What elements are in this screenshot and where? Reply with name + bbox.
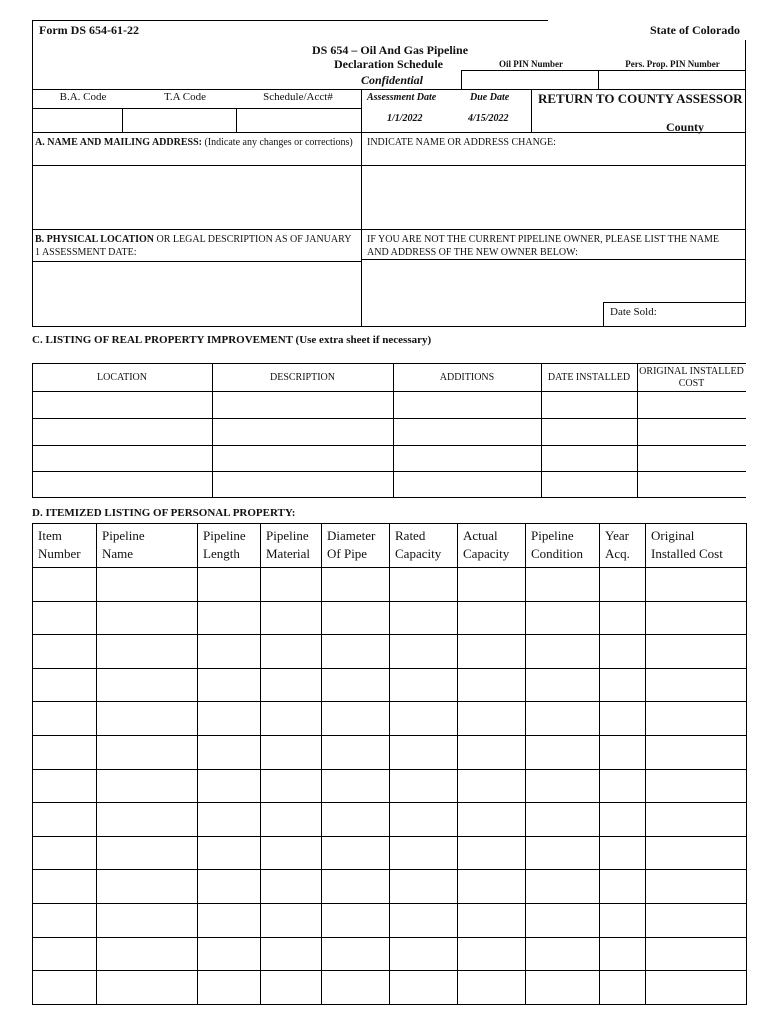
table-cell-input[interactable] [458, 702, 524, 734]
table-cell-input[interactable] [542, 419, 636, 444]
table-cell-input[interactable] [198, 904, 259, 936]
table-cell-input[interactable] [526, 971, 598, 1003]
table-cell-input[interactable] [33, 770, 95, 801]
table-cell-input[interactable] [458, 803, 524, 835]
table-cell-input[interactable] [526, 770, 598, 801]
table-cell-input[interactable] [526, 837, 598, 868]
table-cell-input[interactable] [646, 602, 745, 633]
schedule-acct-input[interactable] [237, 109, 360, 131]
due-date-value: 4/15/2022 [468, 113, 509, 124]
table-cell-input[interactable] [458, 736, 524, 768]
assessment-date-label: Assessment Date [367, 92, 437, 103]
table-cell-input[interactable] [198, 669, 259, 700]
table-cell-input[interactable] [198, 803, 259, 835]
column-header: Item Number [38, 528, 81, 561]
section-d-title: D. ITEMIZED LISTING OF PERSONAL PROPERTY: [32, 507, 296, 519]
table-cell-input[interactable] [458, 635, 524, 667]
table-cell-input[interactable] [526, 803, 598, 835]
ta-code-label: T.A Code [164, 91, 206, 103]
table-cell-input[interactable] [33, 392, 211, 417]
table-cell-input[interactable] [261, 803, 320, 835]
table-cell-input[interactable] [322, 736, 388, 768]
table-cell-input[interactable] [198, 568, 259, 600]
table-cell-input[interactable] [261, 568, 320, 600]
table-cell-input[interactable] [33, 702, 95, 734]
table-cell-input[interactable] [390, 635, 456, 667]
table-cell-input[interactable] [390, 568, 456, 600]
column-header: Actual Capacity [463, 528, 510, 561]
table-cell-input[interactable] [97, 702, 196, 734]
form-number: Form DS 654-61-22 [39, 23, 139, 37]
table-cell-input[interactable] [322, 803, 388, 835]
pers-prop-pin-label: Pers. Prop. PIN Number [625, 59, 720, 69]
table-cell-input[interactable] [646, 803, 745, 835]
table-cell-input[interactable] [542, 392, 636, 417]
table-cell-input[interactable] [261, 904, 320, 936]
table-cell-input[interactable] [458, 568, 524, 600]
address-change-input[interactable] [362, 166, 744, 228]
table-cell-input[interactable] [198, 870, 259, 902]
grid-line [746, 523, 747, 1005]
table-cell-input[interactable] [322, 568, 388, 600]
table-cell-input[interactable] [261, 837, 320, 868]
table-cell-input[interactable] [526, 904, 598, 936]
physical-location-input[interactable] [33, 262, 360, 325]
table-cell-input[interactable] [458, 669, 524, 700]
table-cell-input[interactable] [600, 669, 644, 700]
table-cell-input[interactable] [97, 669, 196, 700]
table-cell-input[interactable] [322, 837, 388, 868]
table-cell-input[interactable] [394, 392, 540, 417]
oil-pin-input[interactable] [462, 71, 597, 89]
table-cell-input[interactable] [600, 904, 644, 936]
table-cell-input[interactable] [33, 870, 95, 902]
table-cell-input[interactable] [646, 837, 745, 868]
table-cell-input[interactable] [97, 870, 196, 902]
table-cell-input[interactable] [638, 446, 745, 470]
table-cell-input[interactable] [600, 870, 644, 902]
table-cell-input[interactable] [97, 736, 196, 768]
table-cell-input[interactable] [646, 568, 745, 600]
table-cell-input[interactable] [526, 702, 598, 734]
column-header: ADDITIONS [439, 372, 495, 383]
table-cell-input[interactable] [198, 837, 259, 868]
table-cell-input[interactable] [600, 938, 644, 969]
pers-prop-pin-input[interactable] [599, 71, 744, 89]
table-cell-input[interactable] [97, 938, 196, 969]
table-cell-input[interactable] [33, 938, 95, 969]
table-cell-input[interactable] [390, 702, 456, 734]
column-header: Original Installed Cost [651, 528, 723, 561]
table-cell-input[interactable] [198, 736, 259, 768]
table-cell-input[interactable] [390, 736, 456, 768]
table-cell-input[interactable] [646, 702, 745, 734]
table-cell-input[interactable] [526, 736, 598, 768]
table-cell-input[interactable] [390, 971, 456, 1003]
table-cell-input[interactable] [458, 602, 524, 633]
table-cell-input[interactable] [322, 904, 388, 936]
table-cell-input[interactable] [33, 803, 95, 835]
table-cell-input[interactable] [33, 635, 95, 667]
table-cell-input[interactable] [33, 837, 95, 868]
table-cell-input[interactable] [261, 870, 320, 902]
table-cell-input[interactable] [526, 870, 598, 902]
column-header: DATE INSTALLED [547, 372, 631, 383]
table-cell-input[interactable] [458, 971, 524, 1003]
table-cell-input[interactable] [97, 803, 196, 835]
table-cell-input[interactable] [394, 446, 540, 470]
return-to-assessor: RETURN TO COUNTY ASSESSOR [538, 91, 743, 106]
table-cell-input[interactable] [97, 904, 196, 936]
table-cell-input[interactable] [322, 938, 388, 969]
table-cell-input[interactable] [322, 702, 388, 734]
table-cell-input[interactable] [600, 837, 644, 868]
table-cell-input[interactable] [213, 392, 392, 417]
grid-line [32, 363, 746, 364]
assessment-date-value: 1/1/2022 [387, 113, 423, 124]
table-cell-input[interactable] [600, 702, 644, 734]
table-cell-input[interactable] [390, 770, 456, 801]
table-cell-input[interactable] [322, 602, 388, 633]
section-a-label: A. NAME AND MAILING ADDRESS: (Indicate any changes or corrections) [35, 137, 353, 148]
table-cell-input[interactable] [600, 602, 644, 633]
column-header: Pipeline Condition [531, 528, 584, 561]
schedule-acct-label: Schedule/Acct# [263, 91, 333, 103]
table-cell-input[interactable] [261, 938, 320, 969]
column-header: Pipeline Name [102, 528, 145, 561]
table-cell-input[interactable] [322, 635, 388, 667]
table-cell-input[interactable] [458, 904, 524, 936]
table-cell-input[interactable] [526, 568, 598, 600]
table-cell-input[interactable] [261, 669, 320, 700]
column-header: LOCATION [97, 372, 147, 383]
table-cell-input[interactable] [261, 602, 320, 633]
form-title-line1: DS 654 – Oil And Gas Pipeline [311, 43, 469, 57]
section-b-label: B. PHYSICAL LOCATION OR LEGAL DESCRIPTION AS OF JANUARY 1 ASSESSMENT DATE: [35, 234, 352, 258]
table-cell-input[interactable] [33, 419, 211, 444]
table-cell-input[interactable] [394, 472, 540, 496]
table-cell-input[interactable] [33, 904, 95, 936]
date-sold-input[interactable] [665, 303, 744, 325]
table-cell-input[interactable] [542, 446, 636, 470]
table-cell-input[interactable] [198, 635, 259, 667]
address-change-label: INDICATE NAME OR ADDRESS CHANGE: [367, 137, 556, 148]
table-cell-input[interactable] [97, 568, 196, 600]
table-cell-input[interactable] [322, 971, 388, 1003]
table-cell-input[interactable] [97, 602, 196, 633]
table-cell-input[interactable] [526, 635, 598, 667]
table-cell-input[interactable] [600, 971, 644, 1003]
column-header: Rated Capacity [395, 528, 442, 561]
table-cell-input[interactable] [646, 870, 745, 902]
table-cell-input[interactable] [394, 419, 540, 444]
table-cell-input[interactable] [97, 635, 196, 667]
table-cell-input[interactable] [600, 803, 644, 835]
table-cell-input[interactable] [526, 938, 598, 969]
state-label: State of Colorado [650, 23, 740, 37]
table-cell-input[interactable] [646, 971, 745, 1003]
mailing-address-input[interactable] [33, 166, 360, 228]
table-cell-input[interactable] [198, 770, 259, 801]
table-cell-input[interactable] [390, 837, 456, 868]
column-header: Pipeline Material [266, 528, 311, 561]
table-cell-input[interactable] [33, 736, 95, 768]
table-cell-input[interactable] [213, 446, 392, 470]
table-cell-input[interactable] [33, 446, 211, 470]
table-cell-input[interactable] [33, 472, 211, 496]
confidential-label: Confidential [361, 73, 424, 87]
date-sold-label: Date Sold: [610, 306, 657, 318]
table-cell-input[interactable] [646, 635, 745, 667]
table-cell-input[interactable] [390, 803, 456, 835]
form-title-line2: Declaration Schedule [334, 57, 443, 71]
table-cell-input[interactable] [33, 602, 95, 633]
table-cell-input[interactable] [261, 736, 320, 768]
table-cell-input[interactable] [198, 938, 259, 969]
table-cell-input[interactable] [390, 669, 456, 700]
column-header: Year Acq. [605, 528, 630, 561]
grid-line [32, 497, 746, 498]
table-cell-input[interactable] [646, 736, 745, 768]
table-cell-input[interactable] [261, 702, 320, 734]
section-c-title: C. LISTING OF REAL PROPERTY IMPROVEMENT (Use extra sheet if necessary) [32, 334, 432, 346]
column-header: DESCRIPTION [269, 372, 335, 383]
table-cell-input[interactable] [33, 971, 95, 1003]
table-cell-input[interactable] [458, 770, 524, 801]
table-cell-input[interactable] [97, 837, 196, 868]
table-cell-input[interactable] [33, 669, 95, 700]
table-cell-input[interactable] [638, 419, 745, 444]
table-cell-input[interactable] [322, 870, 388, 902]
table-cell-input[interactable] [638, 392, 745, 417]
table-cell-input[interactable] [390, 938, 456, 969]
table-cell-input[interactable] [97, 971, 196, 1003]
column-header: Pipeline Length [203, 528, 246, 561]
table-cell-input[interactable] [322, 669, 388, 700]
table-cell-input[interactable] [33, 568, 95, 600]
table-cell-input[interactable] [213, 472, 392, 496]
table-cell-input[interactable] [526, 669, 598, 700]
table-cell-input[interactable] [646, 669, 745, 700]
table-cell-input[interactable] [261, 635, 320, 667]
ba-code-label: B.A. Code [59, 91, 107, 103]
table-cell-input[interactable] [261, 971, 320, 1003]
table-cell-input[interactable] [638, 472, 745, 496]
due-date-label: Due Date [470, 92, 510, 103]
column-header: ORIGINAL INSTALLED COST [639, 366, 744, 389]
table-cell-input[interactable] [261, 770, 320, 801]
table-cell-input[interactable] [390, 602, 456, 633]
table-cell-input[interactable] [322, 770, 388, 801]
table-cell-input[interactable] [600, 736, 644, 768]
table-cell-input[interactable] [600, 635, 644, 667]
column-header: Diameter Of Pipe [327, 528, 376, 561]
new-owner-input[interactable] [362, 260, 744, 301]
table-cell-input[interactable] [213, 419, 392, 444]
table-cell-input[interactable] [646, 904, 745, 936]
table-cell-input[interactable] [526, 602, 598, 633]
table-cell-input[interactable] [198, 702, 259, 734]
county-label: County [666, 120, 705, 134]
table-cell-input[interactable] [198, 602, 259, 633]
table-cell-input[interactable] [542, 472, 636, 496]
table-cell-input[interactable] [458, 870, 524, 902]
table-cell-input[interactable] [600, 568, 644, 600]
table-cell-input[interactable] [198, 971, 259, 1003]
table-cell-input[interactable] [646, 938, 745, 969]
table-cell-input[interactable] [458, 938, 524, 969]
ta-code-input[interactable] [123, 109, 235, 131]
table-cell-input[interactable] [97, 770, 196, 801]
table-cell-input[interactable] [458, 837, 524, 868]
oil-pin-label: Oil PIN Number [499, 59, 563, 69]
ba-code-input[interactable] [33, 109, 121, 131]
table-cell-input[interactable] [600, 770, 644, 801]
table-cell-input[interactable] [390, 904, 456, 936]
table-cell-input[interactable] [646, 770, 745, 801]
new-owner-label: IF YOU ARE NOT THE CURRENT PIPELINE OWNER, PLEASE LIST THE NAME AND ADDRESS OF THE NEW OWNER BELOW: [367, 234, 720, 258]
table-cell-input[interactable] [390, 870, 456, 902]
